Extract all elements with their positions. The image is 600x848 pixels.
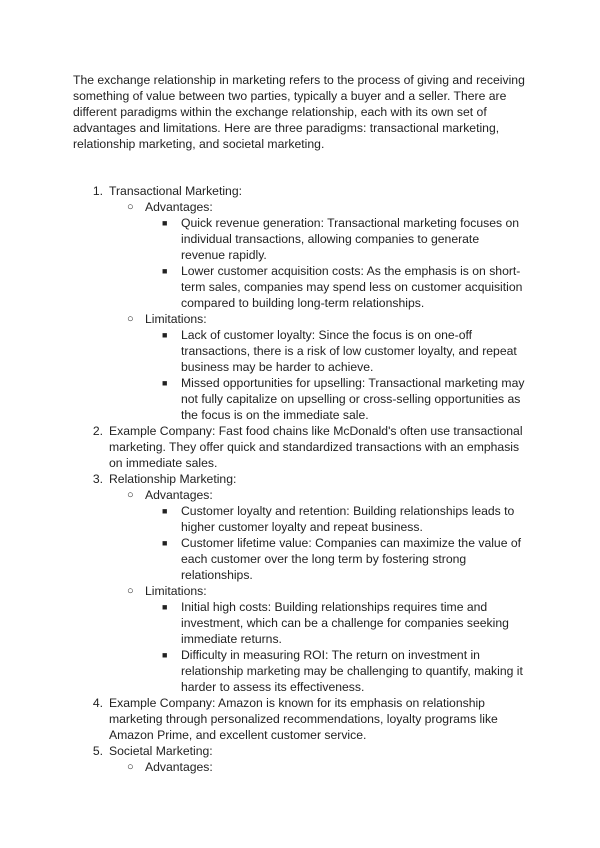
square-bullet-icon: ■ [162,650,168,660]
list-item [0,647,600,695]
list-item [0,759,600,775]
list-item [0,743,600,759]
list-item-text: Advantages: [145,760,213,774]
square-bullet-icon: ■ [162,378,168,388]
list-item [0,599,600,647]
list-item-text: Relationship Marketing: [109,472,237,486]
list-item [0,199,600,215]
list-item-text: Quick revenue generation: Transactional marketing focuses on individual transactions, allowing companies to generate revenue rapidly. [181,216,520,262]
list-item [0,535,600,583]
list-item-text: Example Company: Fast food chains like McDonald's often use transactional marketing. They offer quick and standardized transactions with an emphasis on immediate sales. [109,424,523,470]
square-bullet-icon: ■ [162,266,168,276]
list-item-text: Difficulty in measuring ROI: The return on investment in relationship marketing may be challenging to quantify, making it harder to assess its effectiveness. [181,648,523,694]
square-bullet-icon: ■ [162,506,168,516]
list-item [0,183,600,199]
list-item-text: Initial high costs: Building relationships requires time and investment, which can be a challenge for companies seeking immediate returns. [181,600,509,646]
square-bullet-icon: ■ [162,538,168,548]
list-item-text: Transactional Marketing: [109,184,242,198]
list-item [0,487,600,503]
list-number: 2. [92,424,103,438]
square-bullet-icon: ■ [162,330,168,340]
list-item-text: Customer loyalty and retention: Building relationships leads to higher customer loyalty and repeat business. [181,504,515,534]
list-item-text: Advantages: [145,488,213,502]
list-item-text: Missed opportunities for upselling: Transactional marketing may not fully capitalize on upselling or cross-selling opportunities as the focus is on the immediate sale. [181,376,525,422]
hollow-circle-bullet-icon: ○ [127,585,134,597]
list-item-text: Limitations: [145,312,207,326]
list-item-text: Customer lifetime value: Companies can maximize the value of each customer over the long term by fostering strong relationships. [181,536,522,582]
list-item [0,311,600,327]
list-item [0,695,600,743]
list-item [0,327,600,375]
list-item-text: Advantages: [145,200,213,214]
list-number: 5. [92,744,103,758]
list-number: 3. [92,472,103,486]
list-number: 1. [92,184,103,198]
intro-paragraph: The exchange relationship in marketing refers to the process of giving and receiving something of value between two parties, typically a buyer and a seller. There are different paradigms within the exchange relationship, each with its own set of advantages and limitations. Here are three paradigms: transactional marketing, relationship marketing, and societal marketing. [73,73,525,151]
outline-list [0,183,600,775]
list-item [0,471,600,487]
list-item-text: Limitations: [145,584,207,598]
list-item-text: Societal Marketing: [109,744,213,758]
square-bullet-icon: ■ [162,602,168,612]
hollow-circle-bullet-icon: ○ [127,201,134,213]
hollow-circle-bullet-icon: ○ [127,313,134,325]
hollow-circle-bullet-icon: ○ [127,761,134,773]
list-item [0,215,600,263]
square-bullet-icon: ■ [162,218,168,228]
list-item-text: Lower customer acquisition costs: As the emphasis is on short-term sales, companies may spend less on customer acquisition compared to building long-term relationships. [181,264,523,310]
list-item-text: Lack of customer loyalty: Since the focus is on one-off transactions, there is a risk of low customer loyalty, and repeat business may be harder to achieve. [181,328,517,374]
list-item [0,583,600,599]
hollow-circle-bullet-icon: ○ [127,489,134,501]
list-item [0,503,600,535]
list-item [0,375,600,423]
list-number: 4. [92,696,103,710]
list-item-text: Example Company: Amazon is known for its emphasis on relationship marketing through personalized recommendations, loyalty programs like Amazon Prime, and excellent customer service. [109,696,498,742]
list-item [0,263,600,311]
list-item [0,423,600,471]
